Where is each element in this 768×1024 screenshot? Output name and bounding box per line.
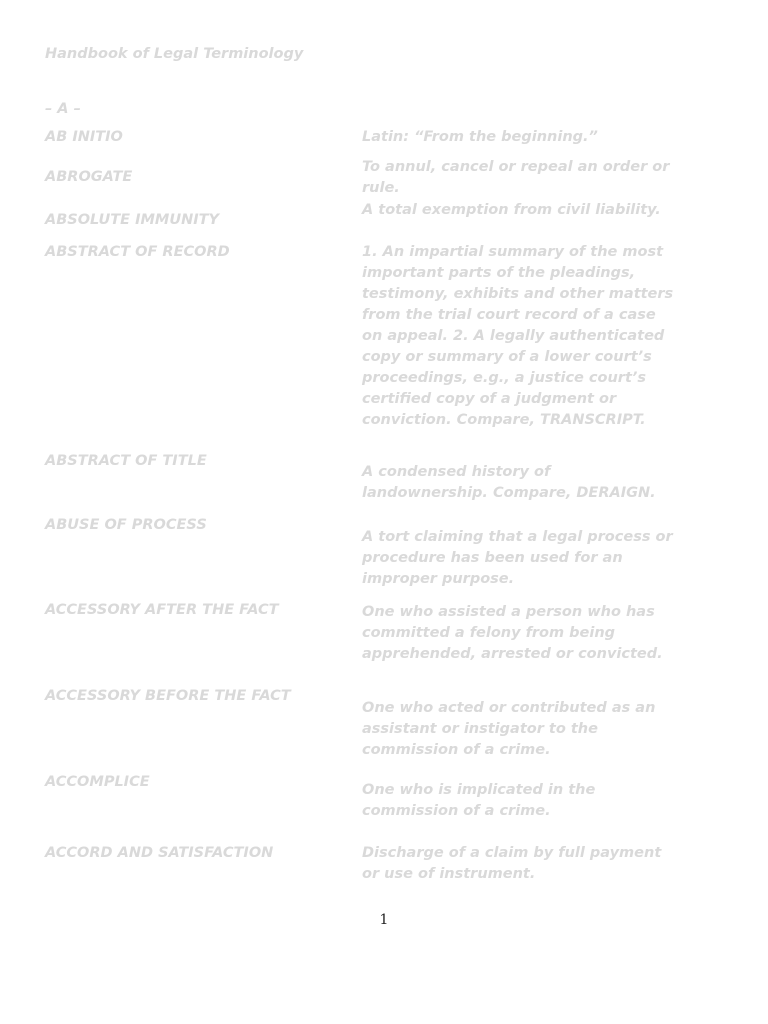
- glossary-term: ABSOLUTE IMMUNITY: [45, 212, 220, 228]
- glossary-term: ABUSE OF PROCESS: [45, 517, 207, 533]
- document-title: Handbook of Legal Terminology: [45, 46, 304, 62]
- glossary-definition: A condensed history of landownership. Compare, DERAIGN.: [362, 464, 656, 501]
- section-letter-heading: – A –: [45, 101, 81, 117]
- glossary-definition: One who acted or contributed as an assistant or instigator to the commission of a crime.: [362, 700, 656, 758]
- glossary-definition: Latin: “From the beginning.”: [362, 129, 598, 145]
- glossary-term: ACCESSORY AFTER THE FACT: [45, 602, 279, 618]
- glossary-definition: One who assisted a person who has committed a felony from being apprehended, arrested or convicted.: [362, 604, 663, 662]
- glossary-term: ABSTRACT OF RECORD: [45, 244, 230, 260]
- glossary-definition: A tort claiming that a legal process or procedure has been used for an improper purpose.: [362, 529, 673, 587]
- glossary-term: ACCESSORY BEFORE THE FACT: [45, 688, 291, 704]
- glossary-term: ABROGATE: [45, 169, 133, 185]
- page-number: 1: [379, 912, 389, 928]
- glossary-term: AB INITIO: [45, 129, 123, 145]
- glossary-term: ACCOMPLICE: [45, 774, 150, 790]
- glossary-definition: To annul, cancel or repeal an order or rule.: [362, 159, 670, 196]
- glossary-definition: A total exemption from civil liability.: [362, 202, 661, 218]
- glossary-definition: One who is implicated in the commission of a crime.: [362, 782, 596, 819]
- glossary-definition: 1. An impartial summary of the most important parts of the pleadings, testimony, exhibits and other matters from the trial court record of a case on appeal. 2. A legally authenticated copy or summary of a lower court’s proceedings, e.g., a justice court’s certified copy of a judgment or conviction. Compare, TRANSCRIPT.: [362, 244, 674, 428]
- glossary-term: ABSTRACT OF TITLE: [45, 453, 207, 469]
- glossary-term: ACCORD AND SATISFACTION: [45, 845, 274, 861]
- glossary-definition: Discharge of a claim by full payment or use of instrument.: [362, 845, 662, 882]
